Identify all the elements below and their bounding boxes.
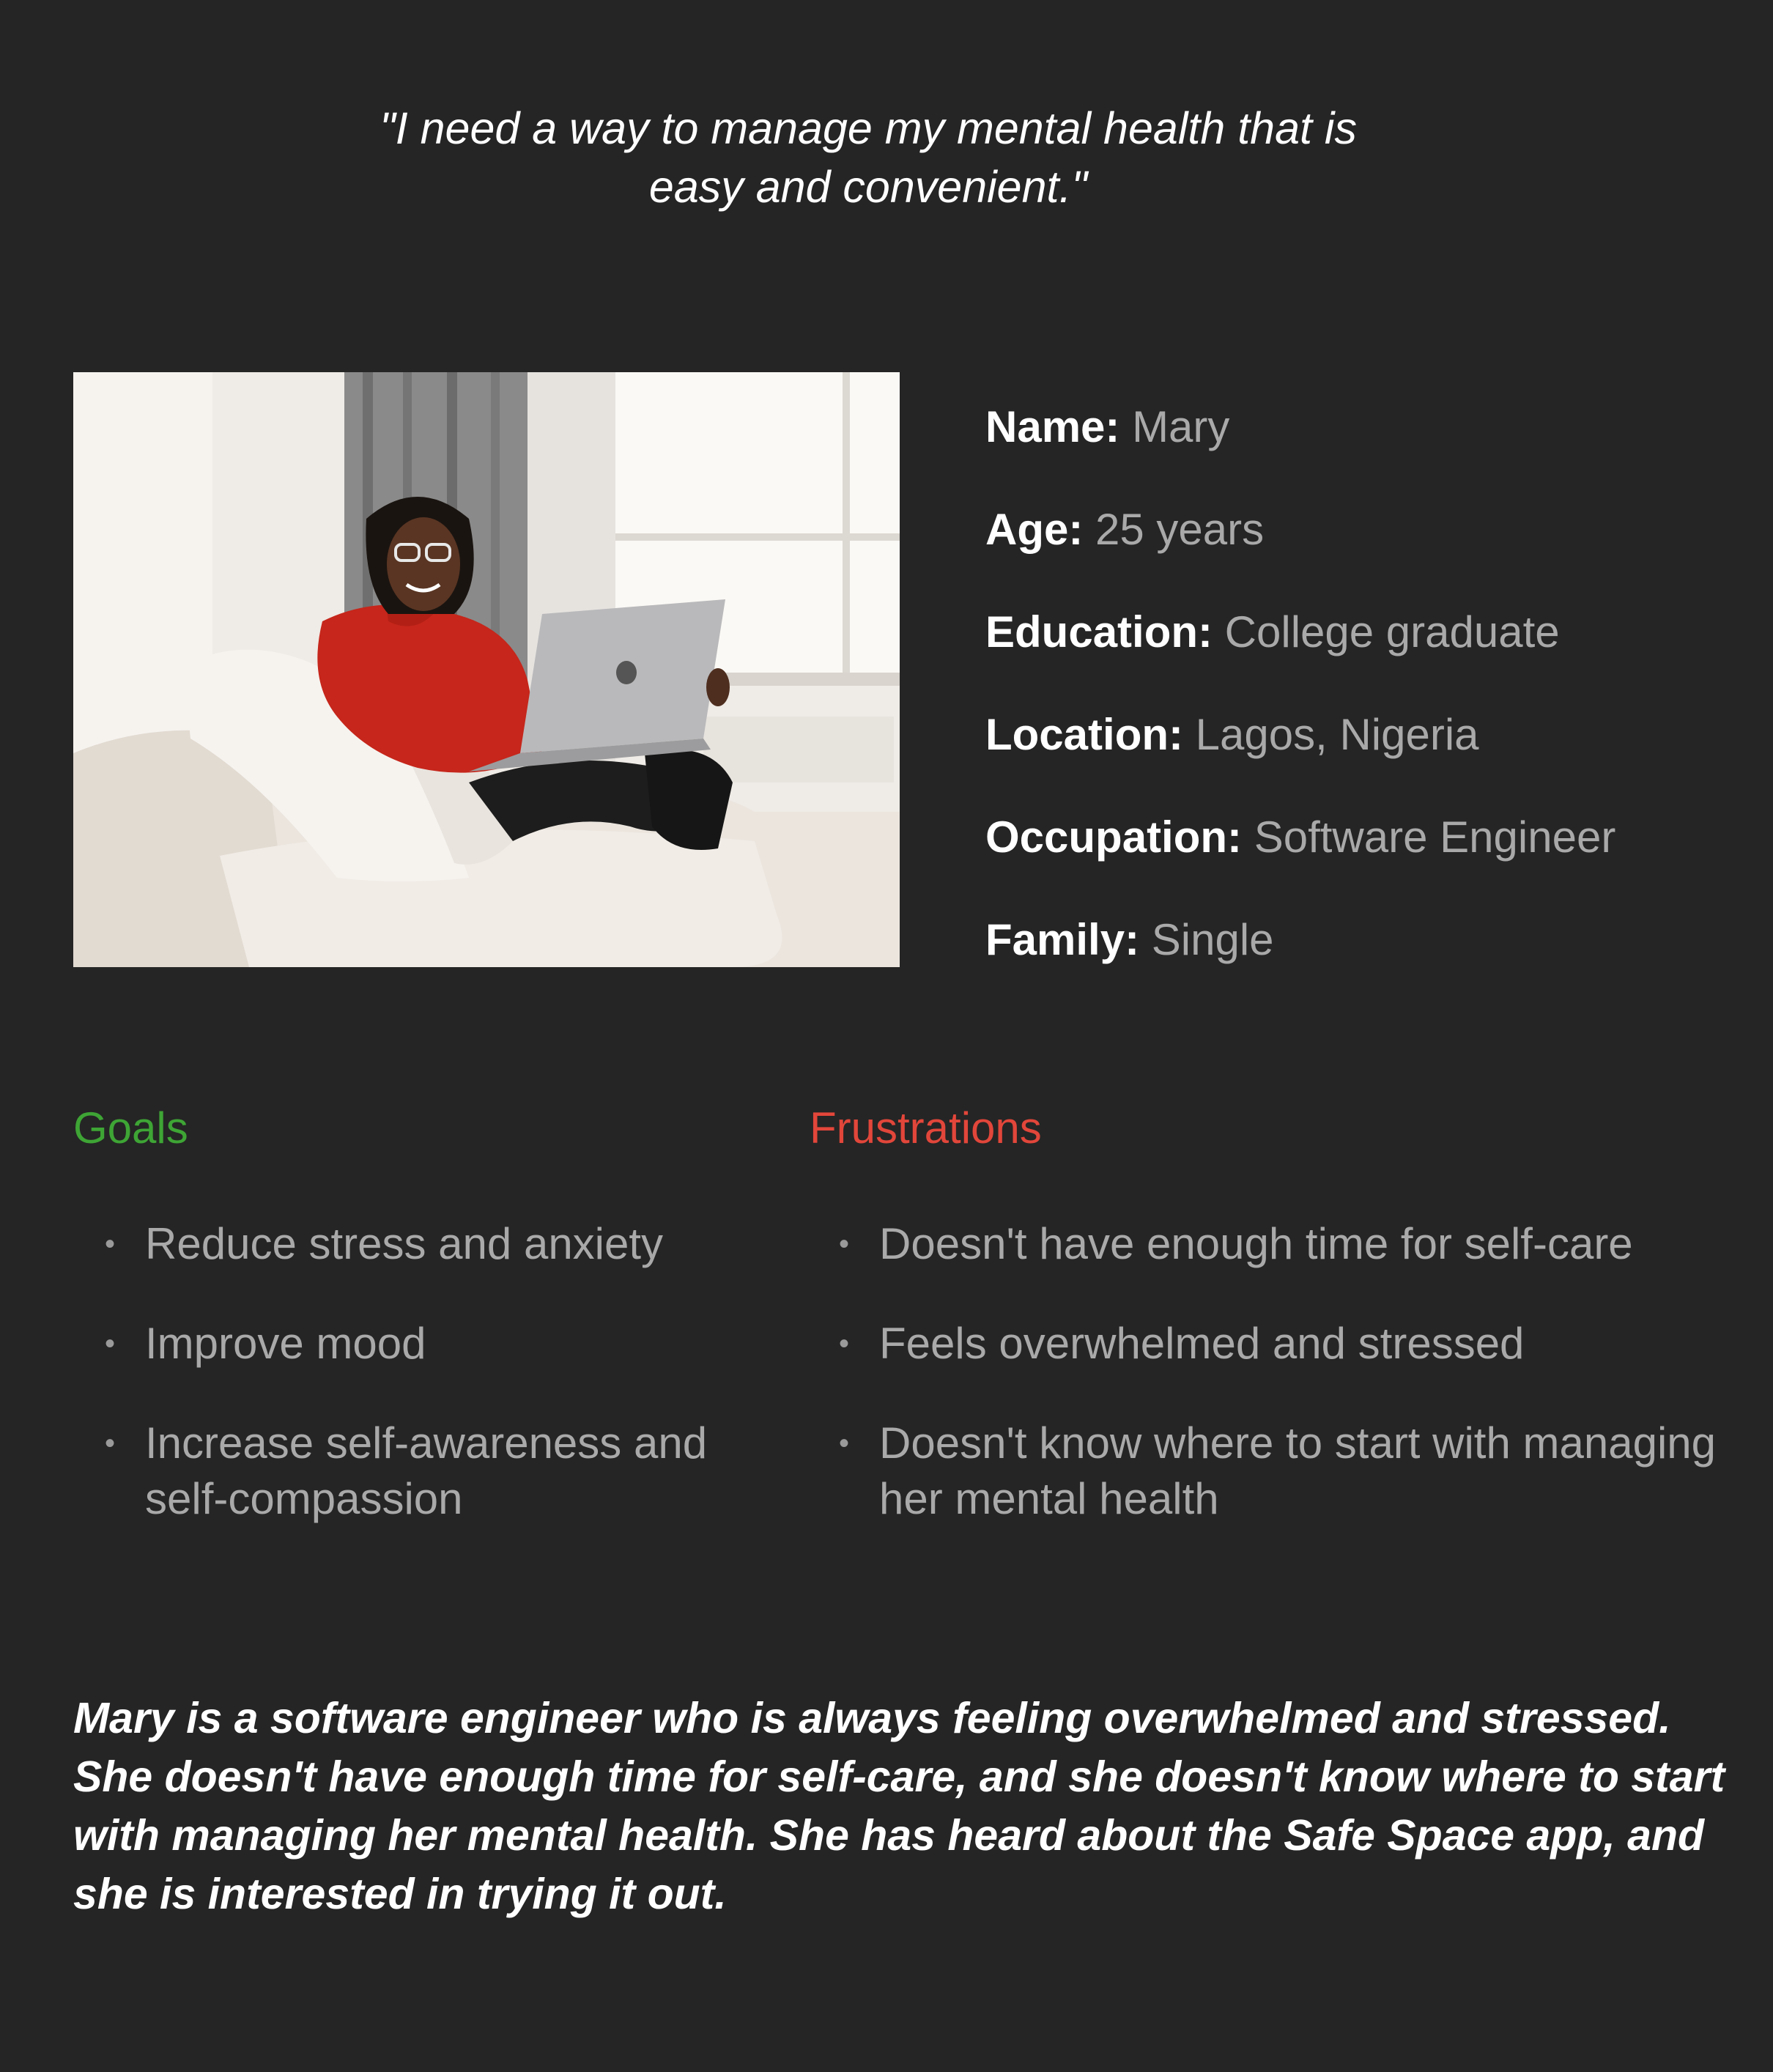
profile-education xyxy=(985,607,1615,709)
persona-bio: Mary is a software engineer who is always feeling overwhelmed and stressed. She doesn't have enough time for self-care, and she doesn't know where to start with managing her mental health. She has heard about the Safe Space app, and she is interested in trying it out. xyxy=(73,1694,1725,1918)
profile-age xyxy=(985,504,1615,607)
frustration-item: • Feels overwhelmed and stressed xyxy=(839,1316,1747,1372)
goal-item: • Improve mood xyxy=(105,1316,749,1372)
frustration-item: • Doesn't know where to start with managing her mental health xyxy=(839,1416,1747,1527)
profile-field-value: Software Engineer xyxy=(1254,813,1616,862)
profile-field-label: Family: xyxy=(985,915,1140,964)
profile-field-value: Single xyxy=(1151,915,1274,964)
goal-item: • Reduce stress and anxiety xyxy=(105,1216,749,1272)
profile-field-label: Age: xyxy=(985,505,1084,554)
profile-field-label: Education: xyxy=(985,607,1213,656)
profile-field-value: Mary xyxy=(1132,402,1230,451)
profile-field-label: Name: xyxy=(985,402,1120,451)
frustration-item: • Doesn't have enough time for self-care xyxy=(839,1216,1747,1272)
quote-line-2: easy and convenient." xyxy=(648,162,1088,212)
profile-field-label: Occupation: xyxy=(985,813,1243,862)
goal-item: • Increase self-awareness and self-compassion xyxy=(105,1416,749,1527)
profile-occupation xyxy=(985,812,1615,914)
frustrations-heading: Frustrations xyxy=(810,1103,1042,1152)
profile-location xyxy=(985,709,1615,812)
profile-name xyxy=(985,402,1615,504)
profile-field-label: Location: xyxy=(985,710,1183,759)
goals-heading: Goals xyxy=(73,1103,188,1152)
persona-quote xyxy=(0,99,1736,216)
profile-field-value: College graduate xyxy=(1224,607,1560,656)
profile-field-value: Lagos, Nigeria xyxy=(1195,710,1479,759)
frustrations-list xyxy=(839,1216,1747,1571)
profile-family xyxy=(985,914,1615,1017)
profile-field-value: 25 years xyxy=(1095,505,1265,554)
persona-photo xyxy=(73,372,900,967)
goals-list xyxy=(105,1216,749,1571)
quote-line-1: "I need a way to manage my mental health that is xyxy=(380,103,1357,153)
profile-info-list xyxy=(985,402,1615,1017)
persona-photo-illustration xyxy=(73,372,900,967)
